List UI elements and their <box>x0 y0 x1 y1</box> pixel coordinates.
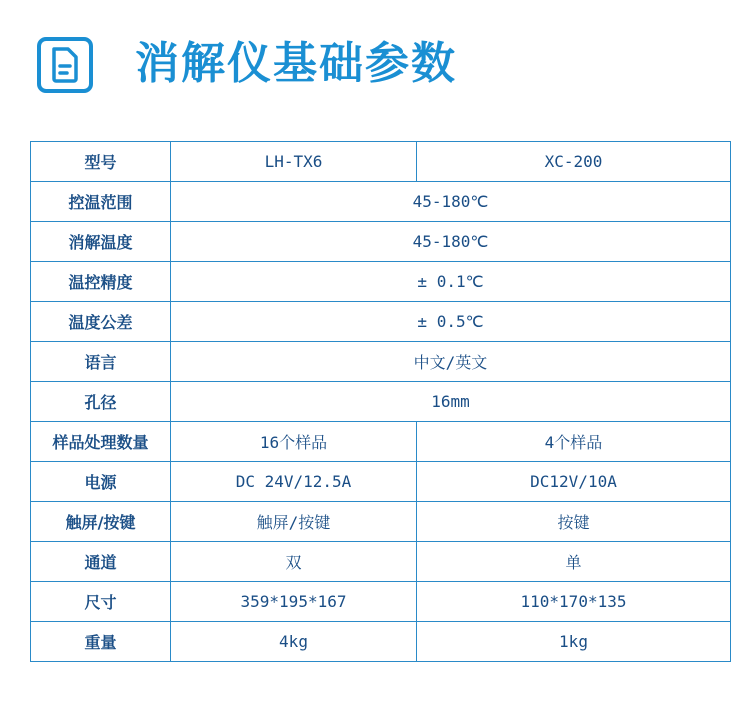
document-icon <box>37 37 93 93</box>
table-row <box>31 542 731 582</box>
row-label: 孔径 <box>31 382 171 422</box>
row-label: 温度公差 <box>31 302 171 342</box>
row-label: 样品处理数量 <box>31 422 171 462</box>
row-value: 359*195*167 <box>171 582 417 622</box>
row-label: 尺寸 <box>31 582 171 622</box>
row-value: 16mm <box>171 382 731 422</box>
row-value: 110*170*135 <box>417 582 731 622</box>
row-label: 控温范围 <box>31 182 171 222</box>
table-row <box>31 622 731 662</box>
row-label: 消解温度 <box>31 222 171 262</box>
row-value: 单 <box>417 542 731 582</box>
table-row <box>31 382 731 422</box>
row-label: 触屏/按键 <box>31 502 171 542</box>
row-value: 双 <box>171 542 417 582</box>
row-label: 温控精度 <box>31 262 171 302</box>
table-row <box>31 222 731 262</box>
spec-table <box>30 141 731 662</box>
row-value: 4kg <box>171 622 417 662</box>
table-row <box>31 342 731 382</box>
row-label: 重量 <box>31 622 171 662</box>
row-value: XC-200 <box>417 142 731 182</box>
table-row <box>31 142 731 182</box>
row-value: 中文/英文 <box>171 342 731 382</box>
table-row <box>31 182 731 222</box>
row-value: 45-180℃ <box>171 222 731 262</box>
page-header <box>0 0 750 130</box>
row-value: DC12V/10A <box>417 462 731 502</box>
table-row <box>31 302 731 342</box>
row-value: 4个样品 <box>417 422 731 462</box>
table-row <box>31 262 731 302</box>
row-value: 16个样品 <box>171 422 417 462</box>
row-value: 45-180℃ <box>171 182 731 222</box>
table-row <box>31 462 731 502</box>
row-label: 通道 <box>31 542 171 582</box>
row-label: 型号 <box>31 142 171 182</box>
table-row <box>31 422 731 462</box>
row-value: 按键 <box>417 502 731 542</box>
page-title: 消解仪基础参数 <box>135 38 457 89</box>
row-value: 触屏/按键 <box>171 502 417 542</box>
row-label: 语言 <box>31 342 171 382</box>
row-value: DC 24V/12.5A <box>171 462 417 502</box>
row-value: 1kg <box>417 622 731 662</box>
table-row <box>31 582 731 622</box>
row-value: ± 0.5℃ <box>171 302 731 342</box>
spec-table-body <box>31 142 731 662</box>
table-row <box>31 502 731 542</box>
row-value: LH-TX6 <box>171 142 417 182</box>
row-label: 电源 <box>31 462 171 502</box>
row-value: ± 0.1℃ <box>171 262 731 302</box>
